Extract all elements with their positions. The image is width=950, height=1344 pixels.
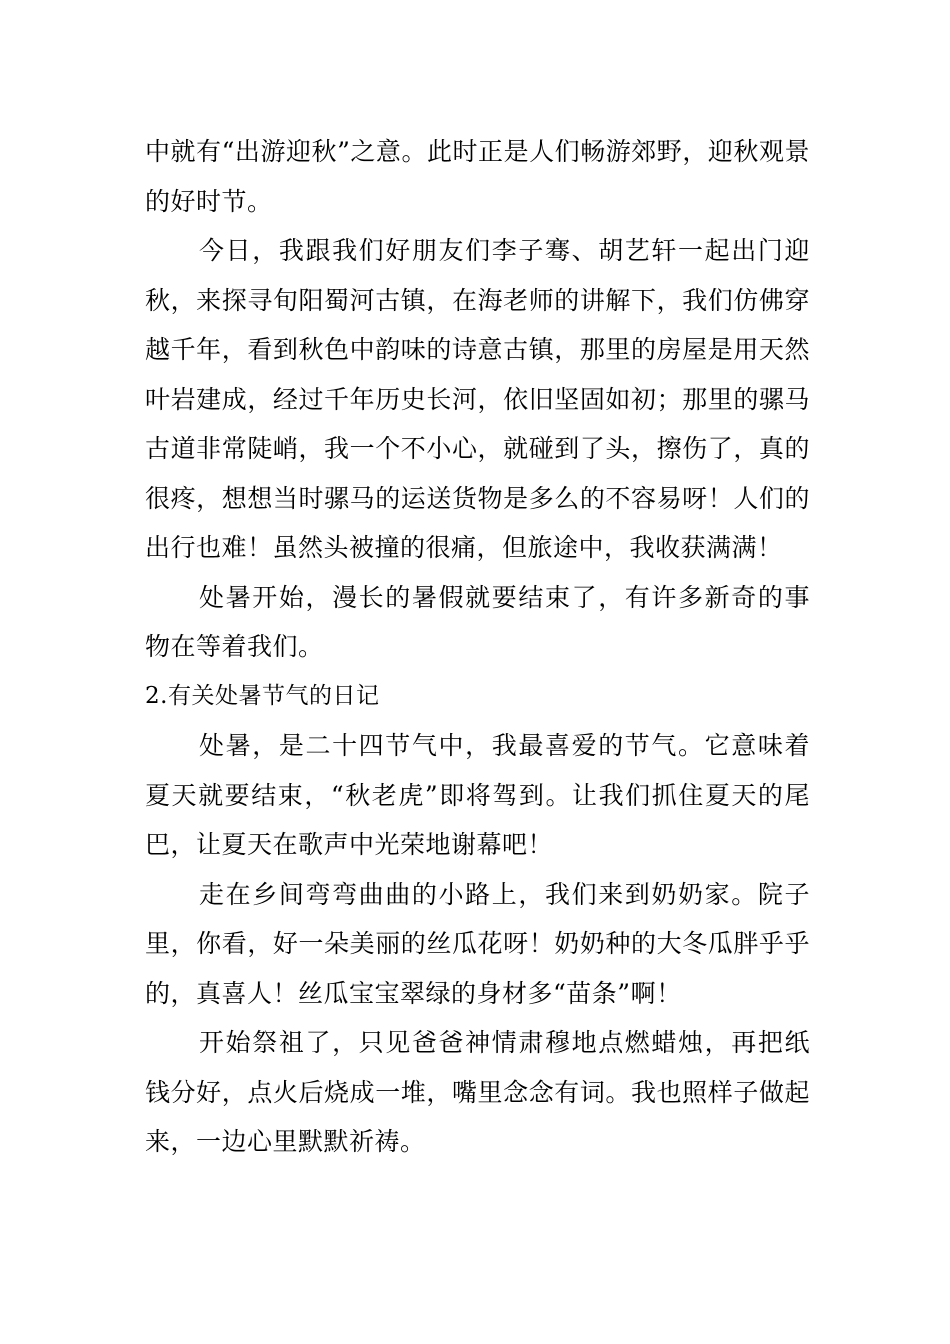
- section-heading: 2.有关处暑节气的日记: [145, 682, 380, 709]
- paragraph-favorite-solar-term: 处暑，是二十四节气中，我最喜爱的节气。它意味着夏天就要结束，“秋老虎”即将驾到。让我们抓住夏天的尾巴，让夏天在歌声中光荣地谢幕吧！: [145, 731, 810, 859]
- paragraph-continued: 中就有“出游迎秋”之意。此时正是人们畅游郊野，迎秋观景的好时节。: [145, 137, 810, 216]
- paragraph-grandma-house: 走在乡间弯弯曲曲的小路上，我们来到奶奶家。院子里，你看，好一朵美丽的丝瓜花呀！奶奶种的大冬瓜胖乎乎的，真喜人！丝瓜宝宝翠绿的身材多“苗条”啊！: [145, 879, 810, 1008]
- document-page: [145, 127, 810, 1167]
- paragraph-ancestor-worship: 开始祭祖了，只见爸爸神情肃穆地点燃蜡烛，再把纸钱分好，点火后烧成一堆，嘴里念念有词。我也照样子做起来，一边心里默默祈祷。: [145, 1028, 810, 1156]
- paragraph-end-of-summer: 处暑开始，漫长的暑假就要结束了，有许多新奇的事物在等着我们。: [145, 582, 810, 661]
- paragraph-trip-to-shuhe-town: 今日，我跟我们好朋友们李子骞、胡艺轩一起出门迎秋，来探寻旬阳蜀河古镇，在海老师的讲解下，我们仿佛穿越千年，看到秋色中韵味的诗意古镇，那里的房屋是用天然叶岩建成，经过千年历史长河，依旧坚固如初；那里的骡马古道非常陡峭，我一个不小心，就碰到了头，擦伤了，真的很疼，想想当时骡马的运送货物是多么的不容易呀！人们的出行也难！虽然头被撞的很痛，但旅途中，我收获满满！: [145, 236, 810, 562]
